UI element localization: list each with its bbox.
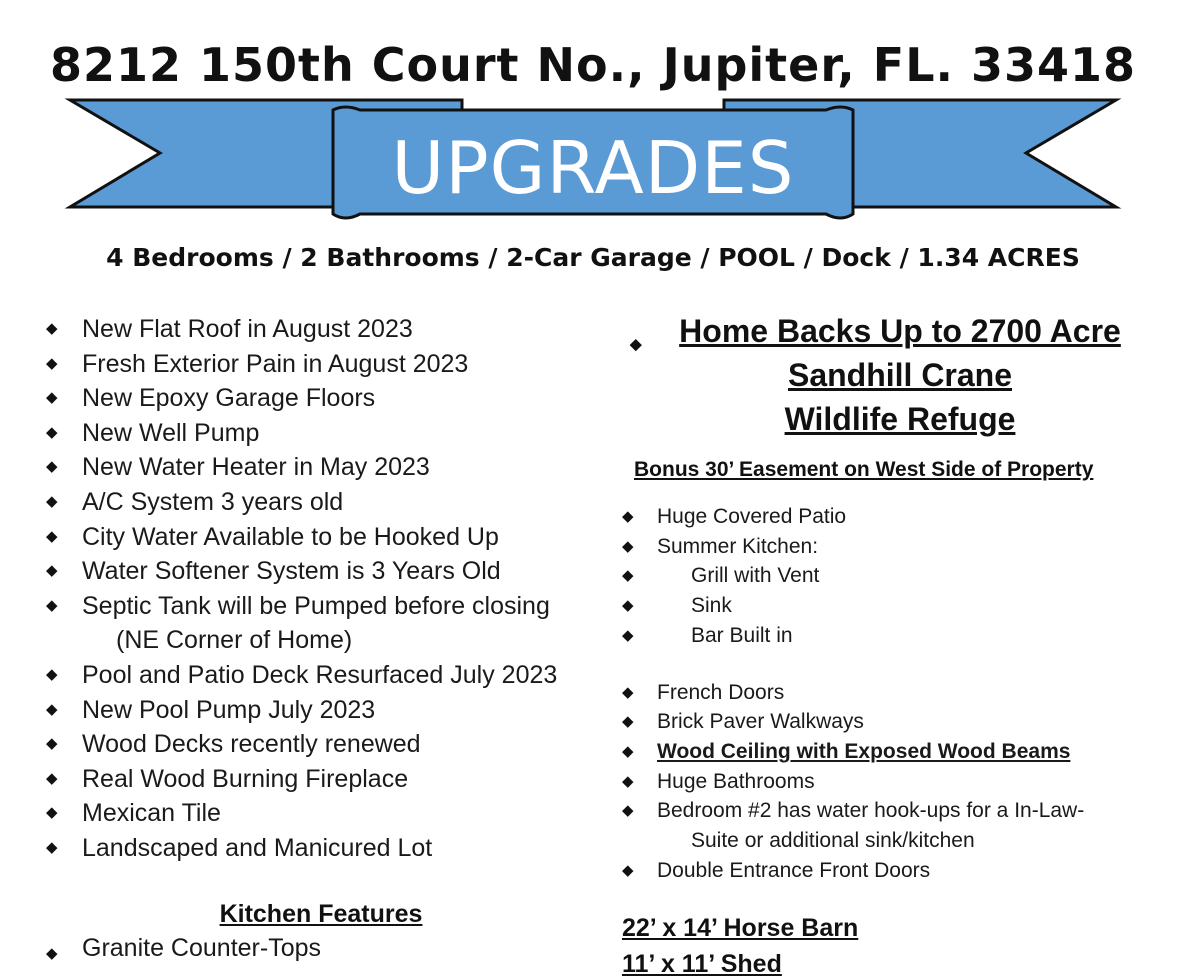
diamond-bullet-icon: ◆	[622, 802, 634, 820]
list-item: ◆ Landscaped and Manicured Lot	[46, 831, 606, 866]
list-subitem: ◆ Sink	[622, 591, 1162, 621]
list-item: ◆ Huge Covered Patio	[622, 502, 1162, 532]
list-item: ◆ New Epoxy Garage Floors	[46, 381, 606, 416]
horse-barn-heading: 22’ x 14’ Horse Barn	[622, 914, 859, 942]
list-item: ◆ Fresh Exterior Pain in August 2023	[46, 347, 606, 382]
easement-note: Bonus 30’ Easement on West Side of Property	[634, 458, 1094, 481]
diamond-bullet-icon: ◆	[622, 537, 634, 555]
diamond-bullet-icon: ◆	[622, 508, 634, 525]
list-item: ◆ French Doors	[622, 678, 1162, 708]
diamond-bullet-icon: ◆	[622, 683, 634, 701]
diamond-bullet-icon: ◆	[46, 458, 58, 476]
list-item: ◆ Wood Ceiling with Exposed Wood Beams	[622, 737, 1162, 767]
shed-heading: 11’ x 11’ Shed	[622, 950, 782, 978]
list-item: ◆ Granite Counter-Tops	[46, 934, 322, 962]
features-list	[622, 502, 1162, 885]
diamond-bullet-icon: ◆	[46, 804, 58, 822]
list-item: ◆ Brick Paver Walkways	[622, 707, 1162, 737]
diamond-bullet-icon: ◆	[46, 492, 58, 510]
list-subitem: ◆ Bar Built in	[622, 621, 1162, 651]
diamond-bullet-icon: ◆	[46, 769, 58, 787]
list-item: ◆ New Flat Roof in August 2023	[46, 312, 606, 347]
diamond-bullet-icon: ◆	[46, 527, 58, 545]
list-item: ◆ A/C System 3 years old	[46, 485, 606, 520]
upgrades-list	[46, 312, 606, 866]
list-item: ◆ City Water Available to be Hooked Up	[46, 520, 606, 555]
diamond-bullet-icon: ◆	[630, 336, 642, 353]
diamond-bullet-icon: ◆	[46, 838, 58, 856]
headline-line: Home Backs Up to 2700 Acre	[679, 313, 1121, 349]
banner-title: UPGRADES	[391, 126, 795, 210]
diamond-bullet-icon: ◆	[622, 742, 634, 760]
diamond-bullet-icon: ◆	[46, 562, 58, 580]
diamond-bullet-icon: ◆	[46, 665, 58, 683]
list-item-continuation: Suite or additional sink/kitchen	[691, 829, 975, 853]
diamond-bullet-icon: ◆	[46, 596, 58, 614]
list-item: ◆ Bedroom #2 has water hook-ups for a In-Law-	[622, 796, 1162, 826]
list-item: ◆ New Water Heater in May 2023	[46, 450, 606, 485]
diamond-bullet-icon: ◆	[46, 320, 58, 337]
diamond-bullet-icon: ◆	[46, 389, 58, 407]
list-item: ◆ Summer Kitchen:	[622, 532, 1162, 562]
kitchen-features-heading: Kitchen Features	[219, 900, 423, 928]
list-item: ◆ New Pool Pump July 2023	[46, 693, 606, 728]
diamond-bullet-icon: ◆	[622, 597, 634, 615]
list-item: ◆ Huge Bathrooms	[622, 767, 1162, 797]
diamond-bullet-icon: ◆	[622, 713, 634, 731]
list-item: ◆ Water Softener System is 3 Years Old	[46, 554, 606, 589]
list-subitem: ◆ Grill with Vent	[622, 561, 1162, 591]
diamond-bullet-icon: ◆	[46, 354, 58, 372]
diamond-bullet-icon: ◆	[46, 735, 58, 753]
diamond-bullet-icon: ◆	[622, 861, 634, 879]
refuge-headline	[630, 309, 1170, 441]
list-item: ◆ Pool and Patio Deck Resurfaced July 2023	[46, 658, 606, 693]
property-address: 8212 150th Court No., Jupiter, FL. 33418	[49, 38, 1137, 92]
diamond-bullet-icon: ◆	[46, 423, 58, 441]
list-item: ◆ Septic Tank will be Pumped before closing	[46, 589, 606, 624]
diamond-bullet-icon: ◆	[622, 772, 634, 790]
list-item-continuation: (NE Corner of Home)	[116, 626, 353, 655]
property-specs: 4 Bedrooms / 2 Bathrooms / 2-Car Garage / POOL / Dock / 1.34 ACRES	[106, 243, 1080, 272]
diamond-bullet-icon: ◆	[622, 567, 634, 585]
headline-line: Sandhill Crane	[787, 357, 1013, 393]
diamond-bullet-icon: ◆	[622, 626, 634, 644]
diamond-bullet-icon: ◆	[46, 700, 58, 718]
headline-line: Wildlife Refuge	[784, 401, 1016, 437]
list-item: ◆ Mexican Tile	[46, 796, 606, 831]
list-item: ◆ Double Entrance Front Doors	[622, 856, 1162, 886]
list-item: ◆ Wood Decks recently renewed	[46, 727, 606, 762]
list-item: ◆ Real Wood Burning Fireplace	[46, 762, 606, 797]
list-item: ◆ New Well Pump	[46, 416, 606, 451]
list-spacer	[622, 651, 1162, 678]
diamond-bullet-icon: ◆	[46, 945, 58, 962]
